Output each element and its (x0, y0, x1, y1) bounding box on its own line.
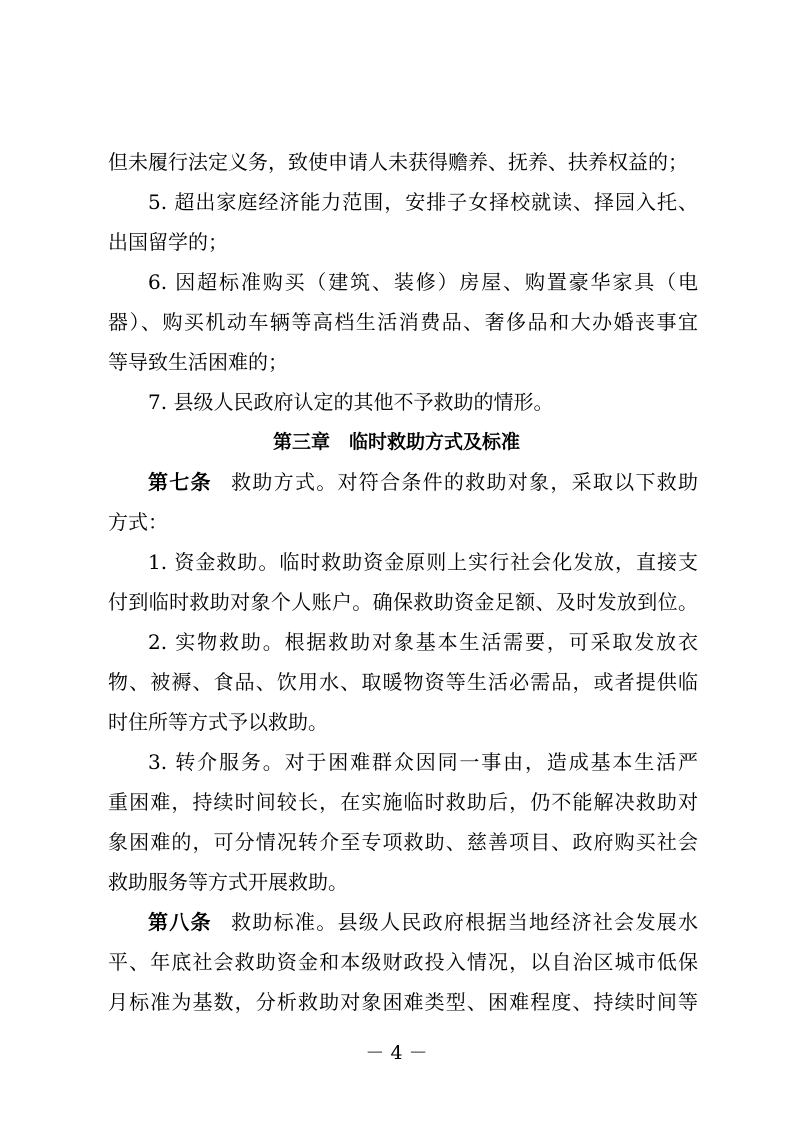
paragraph-line: 象困难的，可分情况转介至专项救助、慈善项目、政府购买社会 (108, 830, 698, 854)
paragraph-line: 时住所等方式予以救助。 (108, 710, 328, 734)
paragraph-line: 救助服务等方式开展救助。 (108, 870, 348, 894)
paragraph-line: 平、年底社会救助资金和本级财政投入情况，以自治区城市低保 (108, 950, 698, 974)
paragraph-line: 器）、购买机动车辆等高档生活消费品、奢侈品和大办婚丧事宜 (108, 310, 698, 334)
page-number: － 4 － (365, 1042, 428, 1064)
paragraph-line: 出国留学的； (108, 230, 228, 254)
paragraph-line: 等导致生活困难的； (108, 350, 288, 374)
paragraph-line: 7. 县级人民政府认定的其他不予救助的情形。 (148, 390, 554, 414)
paragraph-line: 5. 超出家庭经济能力范围，安排子女择校就读、择园入托、 (148, 190, 698, 214)
paragraph-line: 2. 实物救助。根据救助对象基本生活需要，可采取发放衣 (148, 630, 698, 654)
article-label: 第八条 (148, 910, 212, 934)
paragraph-line: 3. 转介服务。对于困难群众因同一事由，造成基本生活严 (148, 750, 698, 774)
chapter-heading: 第三章 临时救助方式及标准 (272, 431, 520, 453)
paragraph-line: 付到临时救助对象个人账户。确保救助资金足额、及时发放到位。 (108, 590, 698, 614)
article-line (148, 902, 698, 942)
article-text: 救助标准。县级人民政府根据当地经济社会发展水 (229, 910, 699, 934)
paragraph-line: 方式： (108, 510, 168, 534)
paragraph-line: 物、被褥、食品、饮用水、取暖物资等生活必需品，或者提供临 (108, 670, 698, 694)
paragraph-line: 1. 资金救助。临时救助资金原则上实行社会化发放，直接支 (148, 550, 698, 574)
paragraph-line: 但未履行法定义务，致使申请人未获得赡养、抚养、扶养权益的； (108, 150, 688, 174)
article-line (148, 462, 698, 502)
paragraph-line: 6. 因超标准购买（建筑、装修）房屋、购置豪华家具（电 (148, 270, 698, 294)
article-text: 救助方式。对符合条件的救助对象，采取以下救助 (229, 470, 699, 494)
article-label: 第七条 (148, 470, 212, 494)
paragraph-line: 重困难，持续时间较长，在实施临时救助后，仍不能解决救助对 (108, 790, 698, 814)
paragraph-line: 月标准为基数，分析救助对象困难类型、困难程度、持续时间等 (108, 990, 698, 1014)
